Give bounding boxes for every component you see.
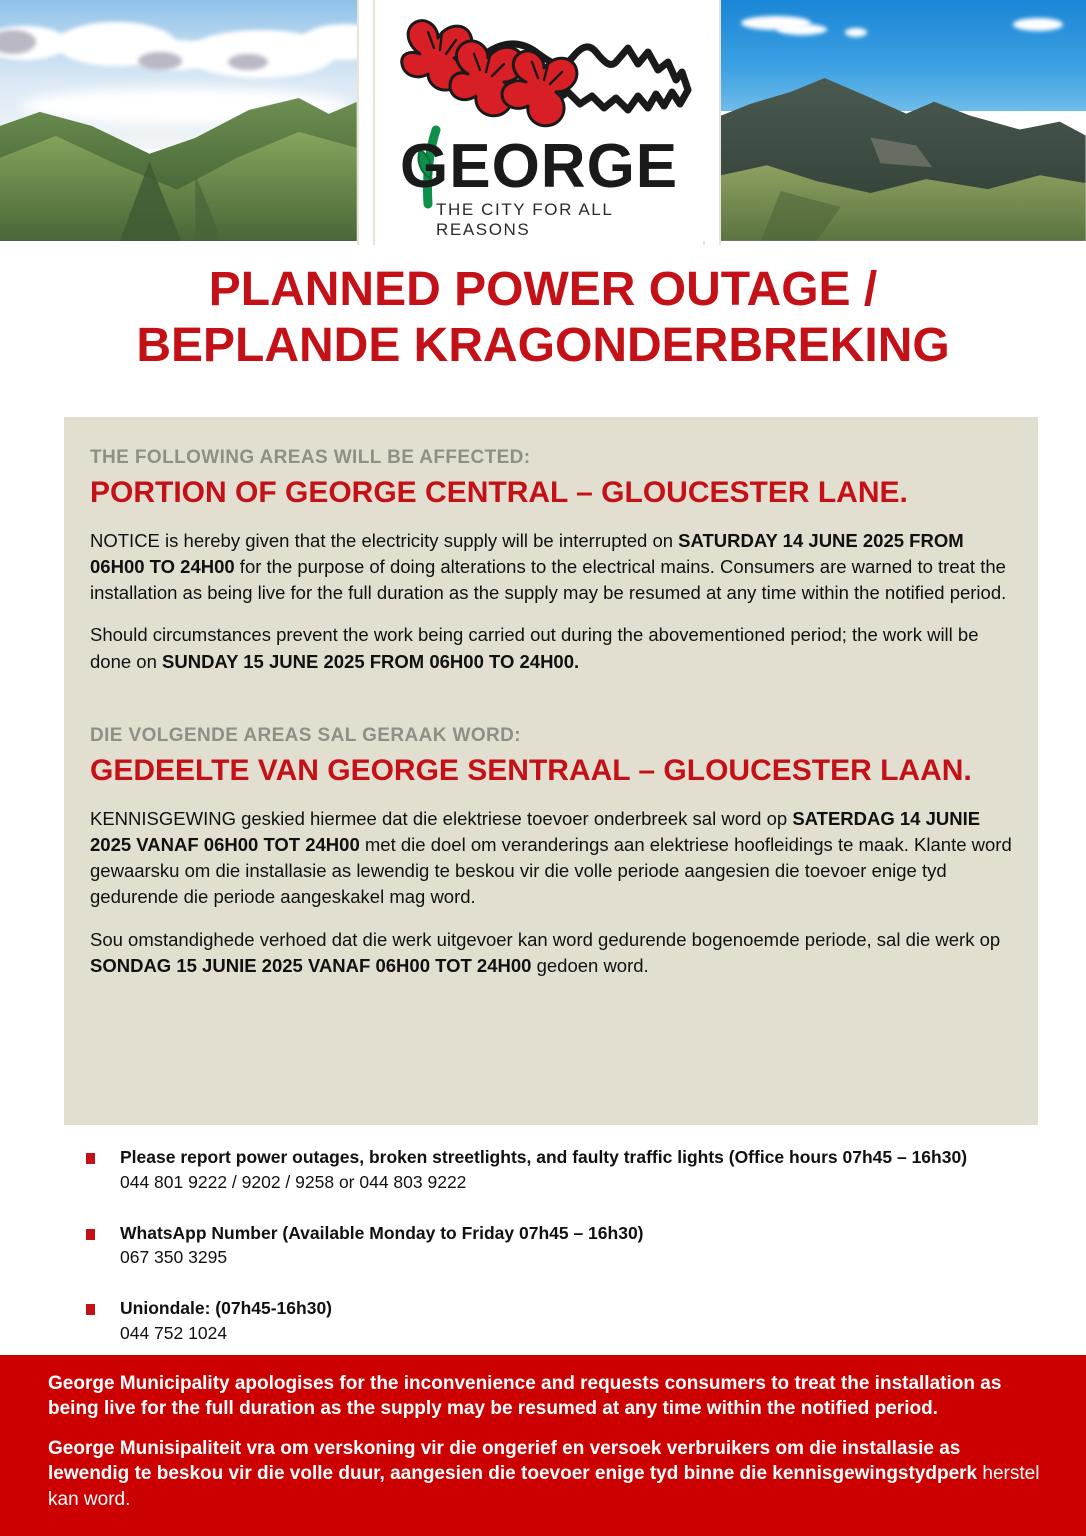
notice-panel (64, 417, 1038, 1125)
af-p1-date: SATERDAG 14 JUNIE 2025 VANAF 06H00 TOT 24H00 (90, 807, 981, 855)
english-paragraph-1 (90, 528, 1012, 607)
en-p1-text-a: NOTICE is hereby given that the electricity supply will be interrupted on (90, 529, 679, 551)
contact-list (84, 1146, 1044, 1373)
banner-divider-left (357, 0, 375, 245)
bullet-square-icon (86, 1304, 95, 1315)
logo-wordmark: GEORGE (400, 132, 679, 201)
contact-numbers[interactable]: 044 752 1024 (120, 1322, 228, 1343)
contact-numbers[interactable]: 044 801 9222 / 9202 / 9258 or 044 803 9222 (120, 1171, 467, 1192)
af-p2-text-c: gedoen word. (531, 954, 649, 976)
en-p1-text-c: for the purpose of doing alterations to the electrical mains. Consumers are warned to treat the installation as being live for the full duration as the supply may be resumed at any time within the notified period. (90, 555, 1007, 604)
en-p1-date: SATURDAY 14 JUNE 2025 FROM 06H00 TO 24H00 (90, 529, 964, 577)
bullet-square-icon (86, 1153, 95, 1164)
footer-afrikaans (48, 1436, 1040, 1512)
list-item (84, 1146, 1044, 1194)
contact-title: WhatsApp Number (Available Monday to Friday 07h45 – 16h30) (120, 1222, 644, 1243)
english-paragraph-2 (90, 622, 1012, 675)
ridge-shape-right (721, 72, 1086, 241)
contact-title: Uniondale: (07h45-16h30) (120, 1298, 332, 1318)
af-p1-text-c: met die doel om veranderings aan elektriese hoofleidings te maak. Klante word gewaarsku om die installasie as lewendig te beskou vir die volle periode aangesien die toevoer enige tyd gedurende die periode aangeskakel mag word. (90, 833, 1012, 908)
george-logo (376, 0, 710, 241)
af-p2-date: SONDAG 15 JUNIE 2025 VANAF 06H00 TOT 24H00 (90, 954, 532, 976)
contact-numbers[interactable]: 067 350 3295 (120, 1247, 228, 1268)
english-affected-label: THE FOLLOWING AREAS WILL BE AFFECTED: (90, 447, 531, 468)
contact-title: Please report power outages, broken streetlights, and faulty traffic lights (Office hours 07h45 – 16h30) (120, 1147, 968, 1167)
logo-tagline: THE CITY FOR ALL REASONS (436, 200, 613, 239)
list-item (84, 1297, 1044, 1345)
english-affected-area: PORTION OF GEORGE CENTRAL – GLOUCESTER LANE. (90, 476, 908, 509)
section-spacer (90, 691, 1012, 725)
page-title (0, 262, 1086, 374)
ridge-shape (0, 92, 357, 241)
footer-afrikaans-light: herstel kan word. (48, 1463, 1040, 1510)
af-p2-text-a: Sou omstandighede verhoed dat die werk uitgevoer kan word gedurende bogenoemde periode, sal die werk op (90, 928, 1001, 950)
mountain-ridge-photo (721, 0, 1086, 241)
footer-afrikaans-bold: George Munisipaliteit vra om verskoning vir die ongerief en versoek verbruikers om die installasie as lewendig te beskou vir die volle duur, aangesien die toevoer enige tyd binne die kennisgewingstydperk (48, 1437, 978, 1485)
afrikaans-paragraph-1 (90, 806, 1012, 911)
page-title-line-1: PLANNED POWER OUTAGE / (208, 263, 878, 316)
bullet-square-icon (86, 1229, 95, 1240)
afrikaans-affected-label: DIE VOLGENDE AREAS SAL GERAAK WORD: (90, 724, 521, 746)
afrikaans-affected-area: GEDEELTE VAN GEORGE SENTRAAL – GLOUCESTER LAAN. (90, 753, 972, 787)
af-p1-text-a: KENNISGEWING geskied hiermee dat die elektriese toevoer onderbreek sal word op (90, 807, 793, 829)
mountain-valley-photo (0, 0, 357, 241)
en-p2-date: SUNDAY 15 JUNE 2025 FROM 06H00 TO 24H00. (162, 650, 580, 672)
list-item (84, 1222, 1044, 1270)
page-title-line-2: BEPLANDE KRAGONDERBREKING (136, 319, 950, 373)
en-p2-text-a: Should circumstances prevent the work being carried out during the abovementioned period; the work will be done on (90, 624, 979, 672)
footer-english: George Municipality apologises for the inconvenience and requests consumers to treat the installation as being live for the full duration as the supply may be resumed at any time within the notified period. (48, 1373, 1002, 1420)
afrikaans-paragraph-2 (90, 927, 1012, 980)
apology-footer (0, 1352, 1086, 1536)
